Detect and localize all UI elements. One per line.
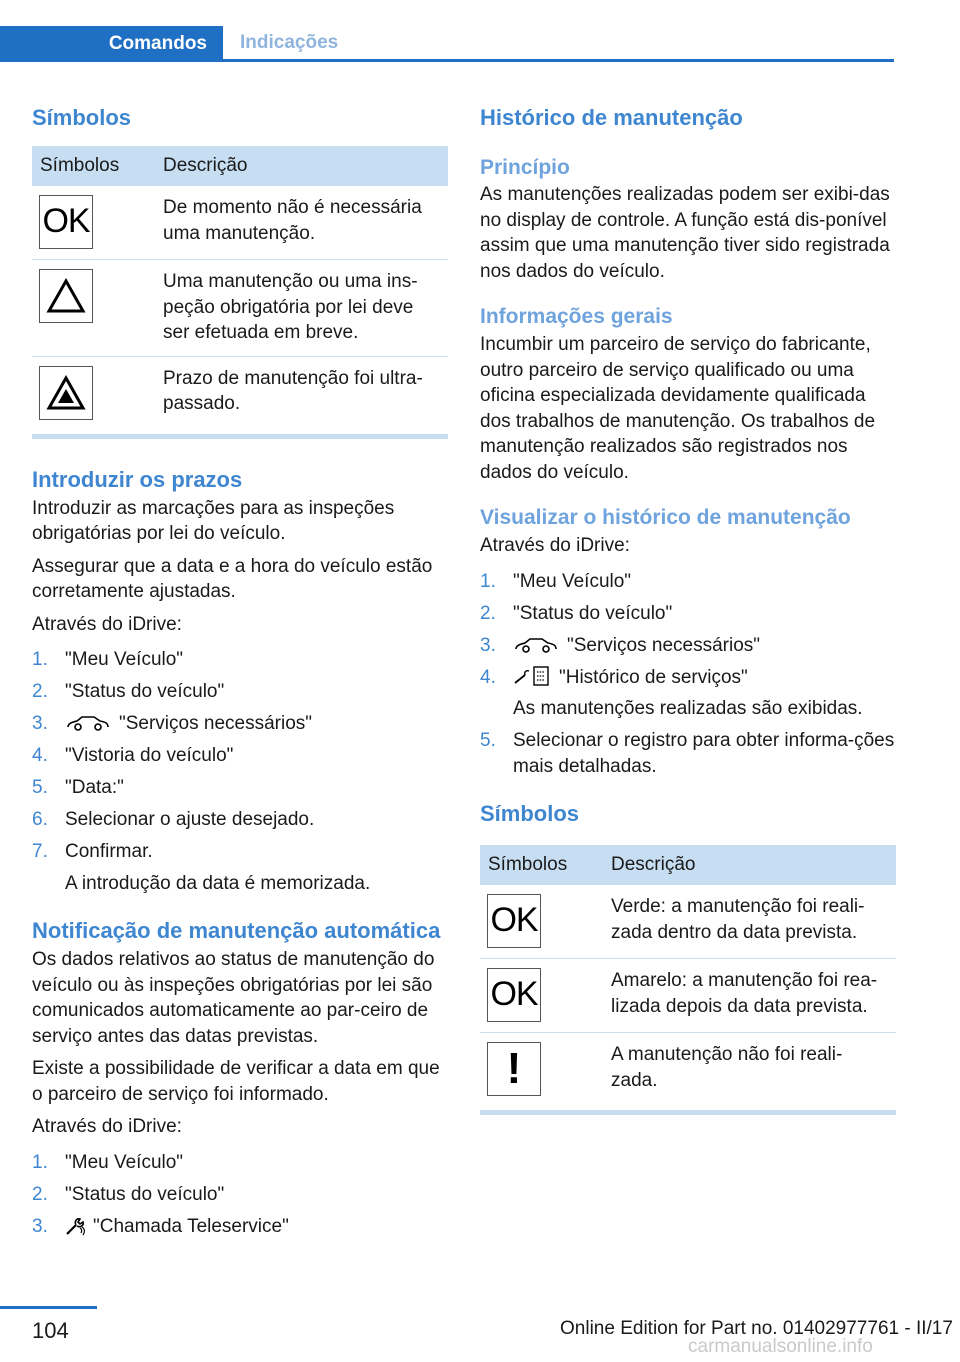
warning-triangle-icon (39, 269, 93, 323)
principle-paragraph: As manutenções realizadas podem ser exibi-das no display de controle. A função está dis-ponível assim que uma manutenção tiver sido registrada nos dados do veículo. (480, 184, 890, 282)
intro-steps-list (32, 647, 448, 896)
symbols-table-1 (32, 146, 448, 430)
symbols-table-2 (480, 845, 896, 1106)
step-result: As manutenções realizadas são exibidas. (513, 698, 863, 719)
table-row (32, 356, 448, 430)
list-item: 1. "Meu Veículo" (32, 1151, 184, 1173)
warning-triangle-filled-icon (39, 366, 93, 420)
intro-paragraph-3: Através do iDrive: (32, 613, 182, 635)
row-description: Prazo de manutenção foi ultra-passado. (163, 367, 423, 414)
view-history-paragraph: Através do iDrive: (480, 535, 630, 556)
table-row (480, 1033, 896, 1107)
service-history-icon (513, 665, 551, 687)
intro-paragraph-2: Assegurar que a data e a hora do veículo estão corretamente ajustadas. (32, 555, 433, 602)
auto-steps-list (32, 1150, 448, 1240)
view-history-heading: Visualizar o histórico de manutenção (480, 506, 851, 529)
exclamation-icon: ! (487, 1042, 541, 1096)
table-row (480, 959, 896, 1033)
page-number: 104 (32, 1318, 69, 1343)
list-item: 7. Confirmar. A introdução da data é memorizada. (32, 839, 448, 896)
ok-icon: OK (39, 195, 93, 249)
intro-paragraph-1: Introduzir as marcações para as inspeções obrigatórias por lei do veículo. (32, 497, 395, 544)
auto-paragraph-3: Através do iDrive: (32, 1116, 182, 1137)
step-result: A introdução da data é memorizada. (65, 872, 371, 894)
col-symbols-header: Símbolos (480, 845, 603, 885)
intro-deadlines-heading: Introduzir os prazos (32, 466, 243, 492)
symbols-heading-2: Símbolos (480, 801, 580, 826)
table-row (32, 260, 448, 357)
table-row (32, 186, 448, 260)
table-end-rule (480, 1110, 896, 1115)
list-item: 1. "Meu Veículo" (480, 570, 632, 592)
ok-green-icon: OK (487, 894, 541, 948)
chapter-header (0, 26, 894, 62)
row-description: Uma manutenção ou uma ins-peção obrigatória por lei deve ser efetuada em breve. (155, 260, 448, 357)
footer-rule (0, 1306, 97, 1309)
table-end-rule (32, 434, 448, 439)
list-item: 2. "Status do veículo" (480, 602, 673, 624)
view-steps-list (480, 569, 896, 780)
auto-paragraph-2: Existe a possibilidade de verificar a data em que o parceiro de serviço foi informado. (32, 1058, 440, 1105)
edition-label: Online Edition for Part no. 01402977761 - II/17 (560, 1318, 953, 1339)
tab-indicacoes[interactable]: Indicações (240, 31, 339, 53)
principle-heading: Princípio (480, 156, 570, 179)
right-column (480, 96, 896, 1115)
ok-yellow-icon: OK (487, 968, 541, 1022)
list-item: 6. Selecionar o ajuste desejado. (32, 809, 315, 830)
header-rule (0, 59, 894, 62)
general-info-paragraph: Incumbir um parceiro de serviço do fabricante, outro parceiro de serviço qualificado ou uma oficina especializada devidamente qualificada dos trabalhos de manutenção. Os trabalhos de manutenção realizados são registrados nos dados do veículo. (480, 334, 876, 483)
row-description: Verde: a manutenção foi reali-zada dentro da data prevista. (603, 885, 896, 959)
watermark: carmanualsonline.info (688, 1336, 873, 1357)
col-symbols-header: Símbolos (32, 146, 155, 186)
table-row (480, 885, 896, 959)
list-item: 3. "Chamada Teleservice" (32, 1215, 289, 1237)
teleservice-wrench-icon (65, 1216, 85, 1236)
car-service-icon (65, 715, 111, 733)
left-column (32, 96, 448, 1246)
row-description: Amarelo: a manutenção foi rea-lizada depois da data prevista. (603, 959, 896, 1033)
list-item: 3. "Serviços necessários" (480, 634, 761, 656)
col-desc-header: Descrição (603, 845, 896, 885)
list-item: 4. "Histórico de serviços" As manutenções realizadas são exibidas. (480, 665, 896, 722)
car-service-icon (513, 637, 559, 655)
list-item: 5. "Data:" (32, 777, 124, 798)
tab-comandos[interactable]: Comandos (0, 26, 223, 62)
col-desc-header: Descrição (155, 146, 448, 186)
symbols-heading: Símbolos (32, 105, 132, 130)
row-description: De momento não é necessária uma manutenção. (155, 186, 448, 260)
general-info-heading: Informações gerais (480, 305, 673, 328)
list-item: 1. "Meu Veículo" (32, 649, 184, 670)
history-heading: Histórico de manutenção (480, 105, 743, 130)
list-item: 2. "Status do veículo" (32, 681, 225, 702)
auto-notification-heading: Notificação de manutenção automática (32, 918, 441, 943)
list-item: 5. Selecionar o registro para obter informa-ções mais detalhadas. (480, 730, 895, 777)
list-item: 4. "Vistoria do veículo" (32, 745, 234, 766)
auto-paragraph-1: Os dados relativos ao status de manutenção do veículo ou às inspeções obrigatórias por lei são comunicados automaticamente ao par-ceiro de serviço antes das datas previstas. (32, 949, 435, 1047)
list-item: 2. "Status do veículo" (32, 1183, 225, 1205)
list-item: 3. "Serviços necessários" (32, 713, 313, 734)
row-description: A manutenção não foi reali-zada. (611, 1044, 843, 1091)
